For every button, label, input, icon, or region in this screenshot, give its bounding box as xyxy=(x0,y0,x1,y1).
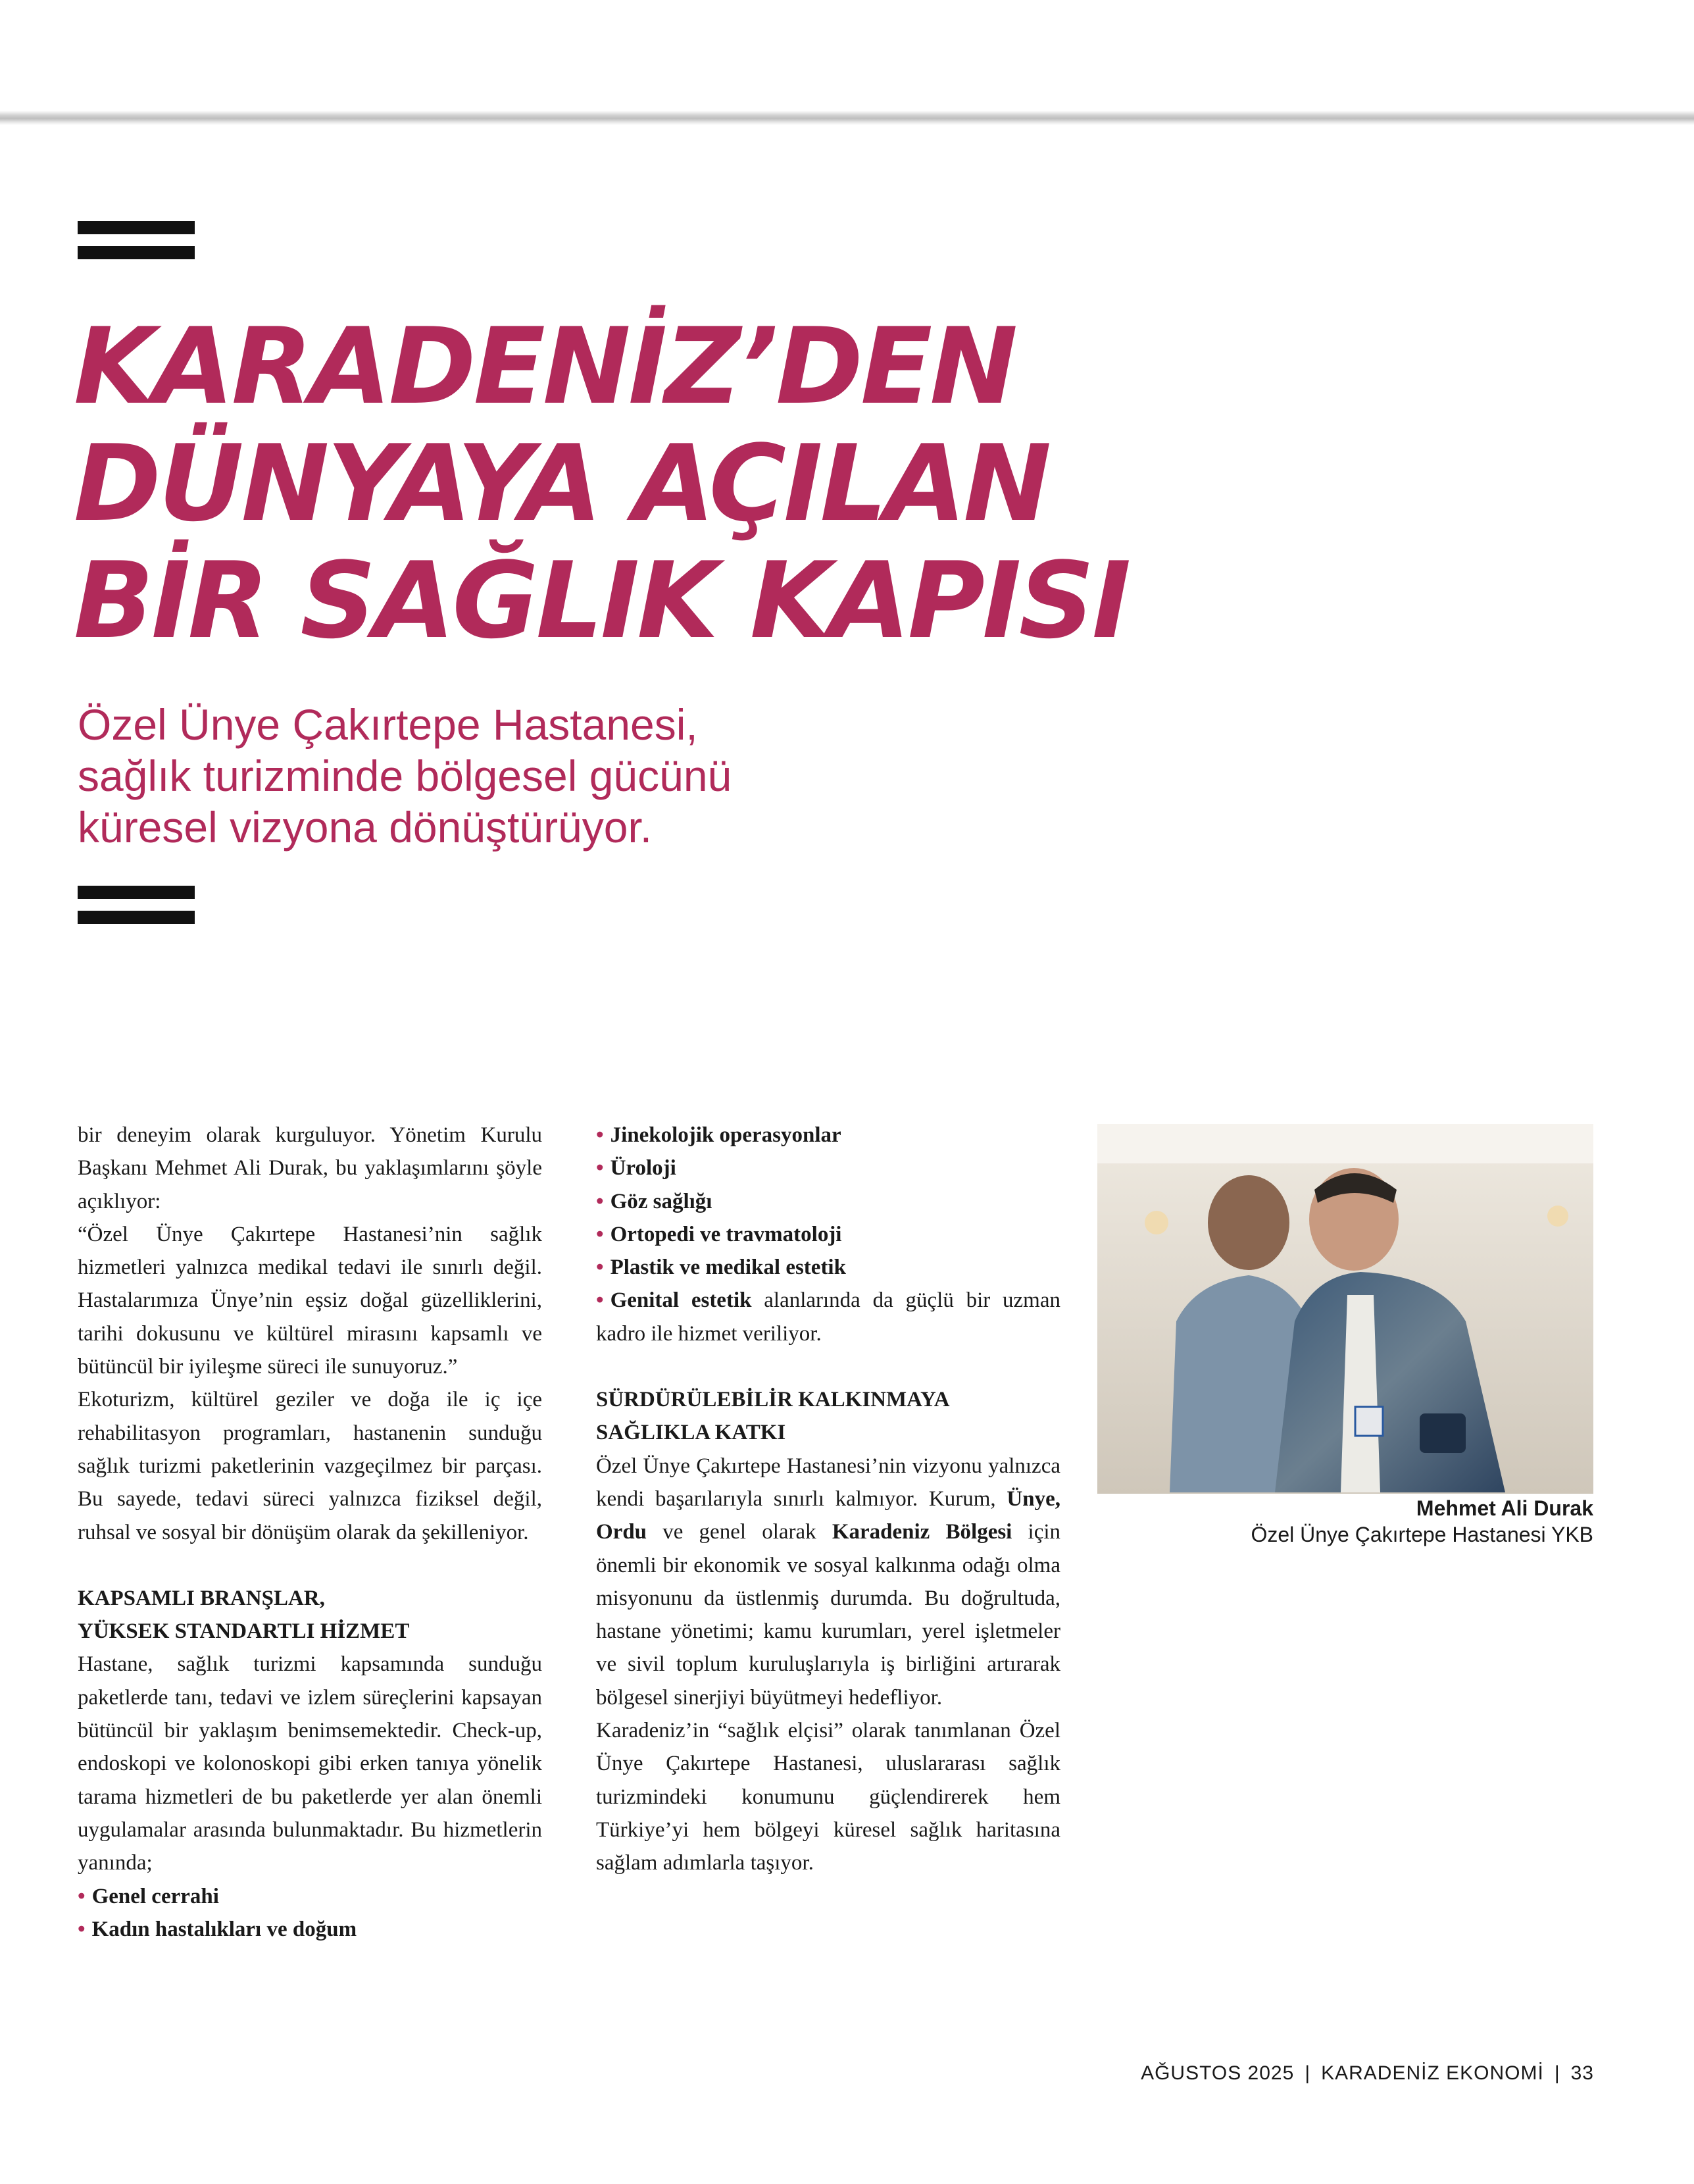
bullet-icon: • xyxy=(596,1222,604,1246)
decorative-bars-bottom xyxy=(78,886,195,936)
footer-issue: AĞUSTOS 2025 xyxy=(1141,2062,1295,2084)
headline-line: KARADENİZ’DEN xyxy=(74,305,1016,428)
photo-mehmet-ali-durak xyxy=(1097,1124,1593,1494)
list-item: • Genel cerrahi xyxy=(78,1884,219,1908)
headline-line: DÜNYAYA AÇILAN xyxy=(74,422,1049,545)
article-column-1 xyxy=(78,1119,542,1946)
section-heading: KAPSAMLI BRANŞLAR, YÜKSEK STANDARTLI HİZMET xyxy=(78,1586,410,1644)
list-item: • Ortopedi ve travmatoloji xyxy=(596,1222,842,1246)
footer-magazine: KARADENİZ EKONOMİ xyxy=(1321,2062,1544,2084)
paragraph: bir deneyim olarak kurguluyor. Yönetim Kurulu Başkanı Mehmet Ali Durak, bu yaklaşımlarını şöyle açıklıyor: xyxy=(78,1123,542,1213)
paragraph: Özel Ünye Çakırtepe Hastanesi’nin vizyonu yalnızca kendi başarılarıyla sınırlı kalmıyor. Kurum, Ünye, Ordu ve genel olarak Karadeniz Bölgesi için önemli bir ekonomik ve sosyal kalkınma odağı olma misyonunu da üstlenmiş durumda. Bu doğrultuda, hastane yönetimi; kamu kurumları, yerel işletmeler ve sivil toplum kuruluşlarıyla iş birliğini artırarak bölgesel sinerjiyi büyütmeyi hedefliyor. xyxy=(596,1454,1061,1710)
paragraph: Hastane, sağlık turizmi kapsamında sunduğu paketlerde tanı, tedavi ve izlem süreçlerini kapsayan bütüncül bir yaklaşım benimsemektedir. Check-up, endoskopi ve kolonoskopi gibi erken tanıya yönelik tarama hizmetleri de bu paketlerde yer alan önemli uygulamalar arasında bulunmaktadır. Bu hizmetlerin yanında; xyxy=(78,1652,542,1875)
headline-line: BİR SAĞLIK KAPISI xyxy=(74,539,1129,662)
list-item: • Plastik ve medikal estetik xyxy=(596,1256,846,1280)
decorative-bars-top xyxy=(78,221,195,271)
headline xyxy=(74,305,1324,662)
page-footer xyxy=(1141,2062,1594,2085)
service-list xyxy=(78,1880,542,1946)
list-item: • Genital estetik alanlarında da güçlü bir uzman kadro ile hizmet veriliyor. xyxy=(596,1288,1060,1346)
quote-paragraph: “Özel Ünye Çakırtepe Hastanesi’nin sağlık hizmetleri yalnızca medikal tedavi ile sınırlı değil. Hastalarımıza Ünye’nin eşsiz doğal güzelliklerini, tarihi dokusunu ve kültürel mirasını kapsamlı ve bütüncül bir iyileşme süreci ile sunuyoruz.” xyxy=(78,1222,542,1379)
photo-caption xyxy=(1097,1495,1593,1548)
footer-separator: | xyxy=(1305,2062,1311,2084)
bullet-icon: • xyxy=(596,1156,604,1181)
list-item: • Kadın hastalıkları ve doğum xyxy=(78,1917,357,1941)
deck-line: Özel Ünye Çakırtepe Hastanesi, xyxy=(78,700,698,749)
paragraph: Ekoturizm, kültürel geziler ve doğa ile iç içe rehabilitasyon programları, hastanenin sunduğu sağlık turizmi paketlerinin vazgeçilmez bir parçası. Bu sayede, tedavi süreci yalnızca fiziksel değil, ruhsal ve sosyal bir dönüşüm olarak da şekilleniyor. xyxy=(78,1388,542,1544)
list-item: • Göz sağlığı xyxy=(596,1189,712,1213)
footer-separator: | xyxy=(1554,2062,1560,2084)
deck xyxy=(78,699,1130,853)
service-list xyxy=(596,1119,1060,1350)
bullet-icon: • xyxy=(596,1288,604,1313)
deck-line: sağlık turizminde bölgesel gücünü xyxy=(78,751,732,800)
top-rule xyxy=(0,111,1694,125)
section-heading: SÜRDÜRÜLEBİLİR KALKINMAYA SAĞLIKLA KATKI xyxy=(596,1388,950,1445)
bullet-icon: • xyxy=(596,1256,604,1280)
list-item: • Jinekolojik operasyonlar xyxy=(596,1123,841,1147)
bullet-icon: • xyxy=(78,1884,86,1908)
caption-name: Mehmet Ali Durak xyxy=(1416,1496,1593,1520)
deck-line: küresel vizyona dönüştürüyor. xyxy=(78,803,653,851)
caption-role: Özel Ünye Çakırtepe Hastanesi YKB xyxy=(1251,1523,1593,1546)
bullet-icon: • xyxy=(78,1917,86,1941)
article-column-2 xyxy=(596,1119,1060,1880)
list-item: • Üroloji xyxy=(596,1156,676,1181)
bullet-icon: • xyxy=(596,1123,604,1147)
paragraph: Karadeniz’in “sağlık elçisi” olarak tanımlanan Özel Ünye Çakırtepe Hastanesi, uluslararası sağlık turizmindeki konumunu güçlendirerek hem Türkiye’yi hem bölgeyi küresel sağlık haritasına sağlam adımlarla taşıyor. xyxy=(596,1719,1060,1875)
page-number: 33 xyxy=(1570,2062,1594,2084)
bullet-icon: • xyxy=(596,1189,604,1213)
